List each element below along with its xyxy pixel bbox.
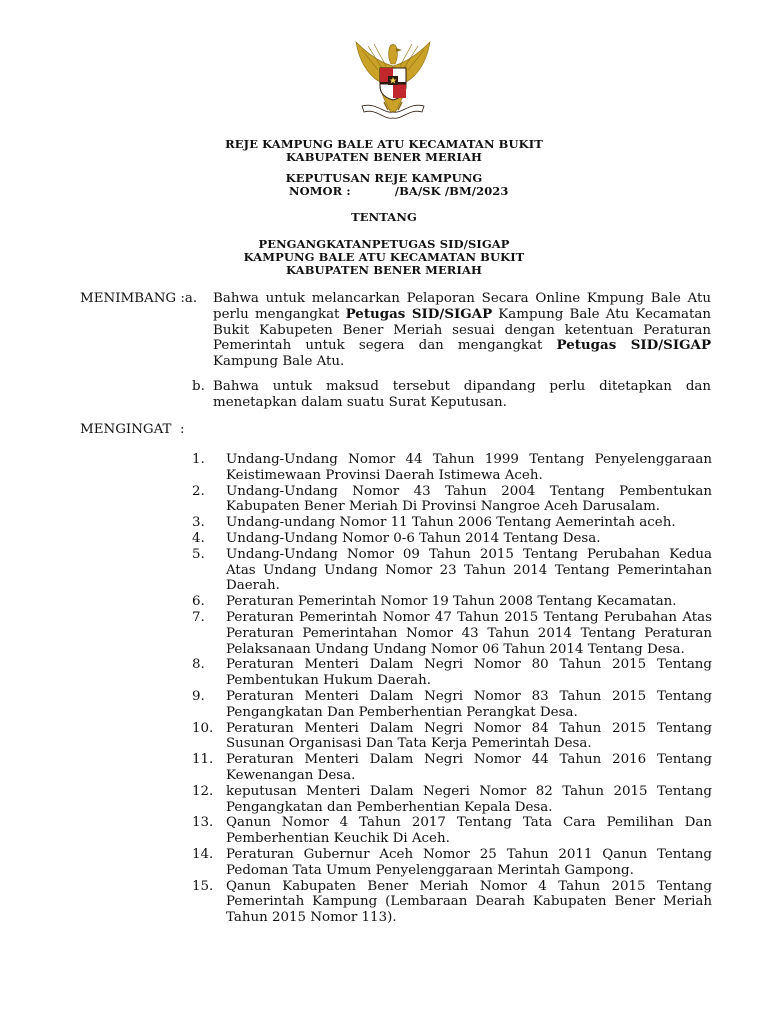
tentang-heading: TENTANG (351, 210, 417, 224)
list-item (192, 594, 712, 610)
menimbang-point-b: Bahwa untuk maksud tersebut dipandang perlu ditetapkan dan menetapkan dalam suatu Surat Keputusan. (213, 379, 711, 410)
list-item (192, 847, 712, 879)
list-item-text: Undang-Undang Nomor 0-6 Tahun 2014 Tentang Desa. (226, 530, 601, 546)
point-a-text-2: Kampung Bale Atu Kecamatan Bukit Kabupeten Bener Meriah sesuai dengan ketentuan Peraturan Pemerintah untuk segera dan mengangkat (213, 306, 712, 354)
list-item-text: Peraturan Pemerintah Nomor 47 Tahun 2015 Tentang Perubahan Atas Peraturan Pemerintahan Nomor 43 Tahun 2014 Tentang Peraturan Pelaksanaan Undang Undang Nomor 06 Tahun 2014 Tentang Desa. (226, 609, 712, 657)
list-item-text: Peraturan Menteri Dalam Negri Nomor 44 Tahun 2016 Tentang Kewenangan Desa. (226, 752, 712, 783)
list-item (192, 515, 712, 531)
list-item-number: 13. (192, 815, 214, 831)
list-item-text: Peraturan Menteri Dalam Negri Nomor 83 Tahun 2015 Tentang Pengangkatan Dan Pemberhentian Perangkat Desa. (226, 688, 712, 720)
list-item (192, 784, 712, 816)
menimbang-point-a (213, 291, 711, 370)
point-a-bold-2: Petugas SID/SIGAP (556, 337, 712, 354)
mengingat-label (80, 422, 185, 438)
point-a-text-3: Kampung Bale Atu. (213, 354, 345, 370)
list-item-number: 15. (192, 878, 214, 894)
menimbang-letter-b: b. (192, 379, 205, 394)
menimbang-label-text: MENIMBANG (80, 291, 177, 306)
decree-number (249, 185, 519, 198)
list-item (192, 484, 712, 516)
list-item-number: 7. (192, 609, 205, 625)
list-item-number: 4. (192, 530, 205, 546)
list-item (192, 657, 712, 689)
list-item-text: Undang-Undang Nomor 44 Tahun 1999 Tentang Penyelenggaraan Keistimewaan Provinsi Daerah Istimewa Aceh. (226, 452, 712, 483)
point-a-bold-1: Petugas SID/SIGAP (345, 305, 493, 322)
list-item-text: Peraturan Pemerintah Nomor 19 Tahun 2008 Tentang Kecamatan. (226, 594, 677, 610)
list-item-text: Undang-Undang Nomor 09 Tahun 2015 Tentang Perubahan Kedua Atas Undang Undang Nomor 23 Tahun 2014 Tentang Pemerintahan Daerah. (226, 546, 712, 594)
menimbang-label (80, 291, 197, 307)
list-item-text: Peraturan Menteri Dalam Negri Nomor 80 Tahun 2015 Tentang Pembentukan Hukum Daerah. (226, 657, 712, 689)
list-item-number: 10. (192, 720, 214, 736)
mengingat-colon: : (180, 422, 185, 437)
list-item-number: 8. (192, 657, 205, 673)
nomor-value: /BA/SK /BM/2023 (394, 184, 509, 198)
point-a-text-1: Bahwa untuk melancarkan Pelaporan Secara Online Kmpung Bale Atu perlu mengangkat (213, 291, 711, 322)
decree-title: KEPUTUSAN REJE KAMPUNG (285, 171, 483, 185)
list-item-number: 6. (192, 594, 205, 610)
issuer-line-1: REJE KAMPUNG BALE ATU KECAMATAN BUKIT (225, 137, 543, 151)
list-item-number: 3. (192, 515, 205, 531)
subject-line-1: PENGANGKATANPETUGAS SID/SIGAP (258, 237, 510, 251)
issuer-header (0, 138, 768, 164)
list-item-number: 5. (192, 546, 205, 562)
mengingat-label-text: MENGINGAT (80, 422, 172, 437)
list-item-text: Undang-undang Nomor 11 Tahun 2006 Tentang Aemerintah aceh. (226, 515, 676, 531)
list-item (192, 721, 712, 753)
list-item-text: Undang-Undang Nomor 43 Tahun 2004 Tentang Pembentukan Kabupaten Bener Meriah Di Provinsi Nangroe Aceh Darusalam. (226, 483, 712, 515)
list-item-number: 9. (192, 688, 205, 704)
list-item-number: 1. (192, 452, 205, 467)
decree-subject (0, 238, 768, 277)
subject-line-2: KAMPUNG BALE ATU KECAMATAN BUKIT (243, 250, 525, 264)
nomor-label: NOMOR : (289, 184, 351, 198)
list-item-number: 2. (192, 483, 205, 499)
list-item (192, 815, 712, 847)
list-item-text: Qanun Kabupaten Bener Meriah Nomor 4 Tahun 2015 Tentang Pemerintah Kampung (Lembaraan Dearah Kabupaten Bener Meriah Tahun 2015 Nomor 113). (226, 878, 712, 926)
list-item (192, 452, 712, 484)
list-item-number: 14. (192, 846, 214, 862)
issuer-line-2: KABUPATEN BENER MERIAH (286, 150, 482, 164)
list-item-text: Qanun Nomor 4 Tahun 2017 Tentang Tata Cara Pemilihan Dan Pemberhentian Keuchik Di Aceh. (226, 815, 712, 847)
list-item (192, 689, 712, 721)
mengingat-list (192, 452, 712, 926)
list-item (192, 879, 712, 926)
list-item-number: 12. (192, 783, 214, 799)
menimbang-colon-a: :a. (180, 291, 198, 306)
list-item (192, 752, 712, 784)
list-item (192, 531, 712, 547)
garuda-pancasila-emblem-icon (348, 36, 438, 124)
list-item-text: Peraturan Menteri Dalam Negri Nomor 84 Tahun 2015 Tentang Susunan Organisasi Dan Tata Kerja Pemerintah Desa. (226, 720, 712, 752)
list-item-text: keputusan Menteri Dalam Negeri Nomor 82 Tahun 2015 Tentang Pengangkatan dan Pemberhentian Kepala Desa. (226, 783, 712, 815)
decree-title-block (0, 172, 768, 198)
subject-line-3: KABUPATEN BENER MERIAH (286, 263, 482, 277)
list-item-number: 11. (192, 752, 214, 768)
list-item (192, 610, 712, 657)
list-item-text: Peraturan Gubernur Aceh Nomor 25 Tahun 2011 Qanun Tentang Pedoman Tata Umum Penyelenggaraan Merintah Gampong. (226, 846, 712, 878)
list-item (192, 547, 712, 594)
